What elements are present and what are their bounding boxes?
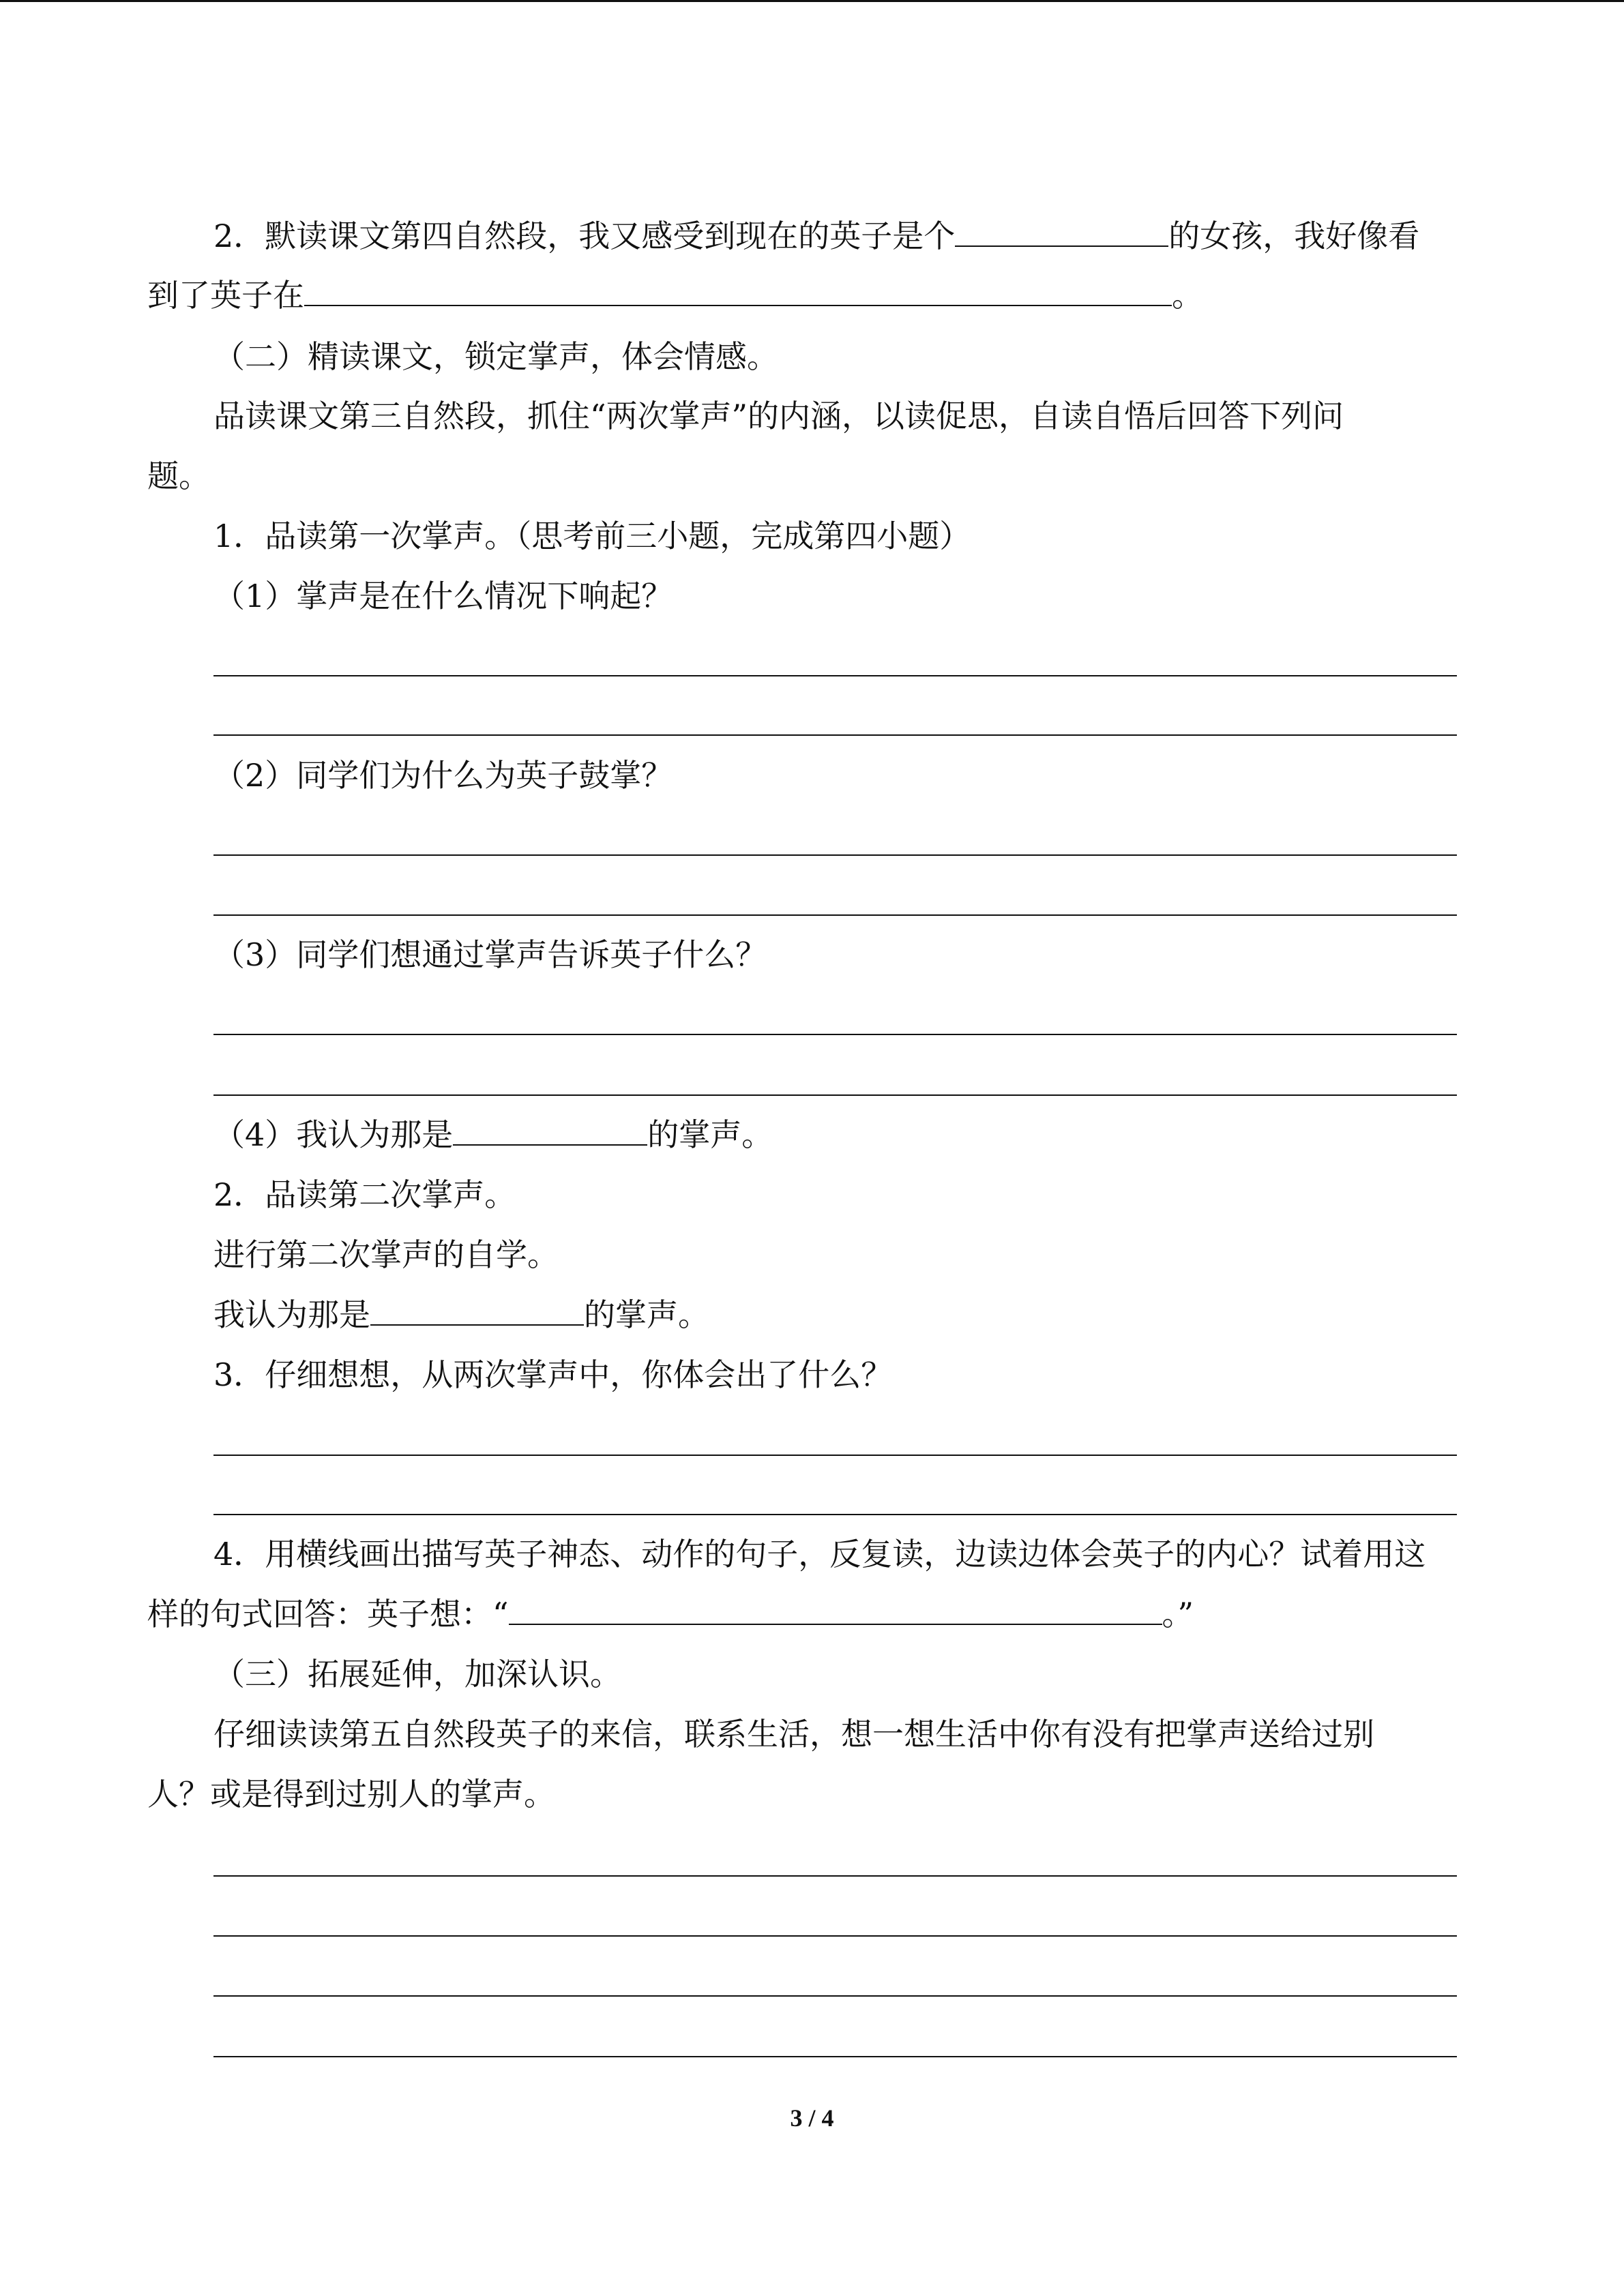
sub-question-4: [213, 1114, 773, 1155]
item-4-line-1: 4．用横线画出描写英子神态、动作的句子，反复读，边读边体会英子的内心？试着用这: [213, 1536, 1426, 1572]
sub-question-2: （2）同学们为什么为英子鼓掌？: [213, 757, 673, 794]
answer-line[interactable]: [213, 1455, 1457, 1456]
answer-line[interactable]: [213, 1514, 1457, 1515]
item-4-line-2-text: 样的句式回答：英子想：“: [147, 1596, 509, 1632]
question-2-line-1: [213, 215, 1419, 256]
item-3-heading: 3．仔细想想，从两次掌声中，你体会出了什么？: [213, 1356, 893, 1393]
question-2-text-cont: 的女孩，我好像看: [1168, 218, 1420, 254]
page-number: 3 / 4: [790, 2104, 834, 2132]
answer-line[interactable]: [213, 1995, 1457, 1997]
item-2-line-2-text: 我认为那是: [213, 1296, 370, 1333]
section-2-intro-line-2: 题。: [147, 458, 210, 494]
item-1-heading: 1．品读第一次掌声。（思考前三小题，完成第四小题）: [213, 518, 971, 554]
item-4-line-2: [147, 1594, 1194, 1635]
question-2-line-2: [147, 275, 1203, 316]
sub-question-4-text: （4）我认为那是: [213, 1116, 454, 1153]
answer-blank[interactable]: [509, 1594, 1162, 1625]
item-2-line-2: [213, 1294, 709, 1335]
answer-line[interactable]: [213, 675, 1457, 676]
item-2-line-1: 进行第二次掌声的自学。: [213, 1236, 559, 1273]
question-2-line-2-text: 到了英子在: [147, 277, 304, 314]
item-2-heading: 2．品读第二次掌声。: [213, 1176, 516, 1213]
answer-blank[interactable]: [453, 1114, 647, 1146]
item-4-line-2-end: 。”: [1162, 1596, 1194, 1632]
section-3-line-2: 人？或是得到过别人的掌声。: [147, 1776, 555, 1813]
answer-blank[interactable]: [955, 215, 1168, 247]
sub-question-4-end: 的掌声。: [647, 1116, 773, 1153]
answer-line[interactable]: [213, 1935, 1457, 1937]
answer-line[interactable]: [213, 2056, 1457, 2057]
section-3-line-1: 仔细读读第五自然段英子的来信，联系生活，想一想生活中你有没有把掌声送给过别: [213, 1716, 1374, 1753]
answer-line[interactable]: [213, 854, 1457, 856]
answer-line[interactable]: [213, 1094, 1457, 1096]
question-2-line-2-end: 。: [1172, 277, 1203, 314]
answer-blank[interactable]: [304, 275, 1172, 306]
answer-line[interactable]: [213, 1875, 1457, 1877]
item-2-line-2-end: 的掌声。: [584, 1296, 709, 1333]
question-2-text: 2．默读课文第四自然段，我又感受到现在的英子是个: [213, 218, 956, 254]
section-2-intro-line-1: 品读课文第三自然段，抓住“两次掌声”的内涵，以读促思，自读自悟后回答下列问: [213, 398, 1344, 434]
sub-question-1: （1）掌声是在什么情况下响起？: [213, 578, 673, 614]
section-3-heading: （三）拓展延伸，加深认识。: [213, 1656, 621, 1693]
answer-line[interactable]: [213, 734, 1457, 736]
answer-line[interactable]: [213, 1034, 1457, 1035]
answer-line[interactable]: [213, 914, 1457, 916]
top-border: [0, 0, 1624, 2]
sub-question-3: （3）同学们想通过掌声告诉英子什么？: [213, 936, 767, 973]
section-2-heading: （二）精读课文，锁定掌声，体会情感。: [213, 338, 778, 375]
answer-blank[interactable]: [370, 1294, 584, 1326]
